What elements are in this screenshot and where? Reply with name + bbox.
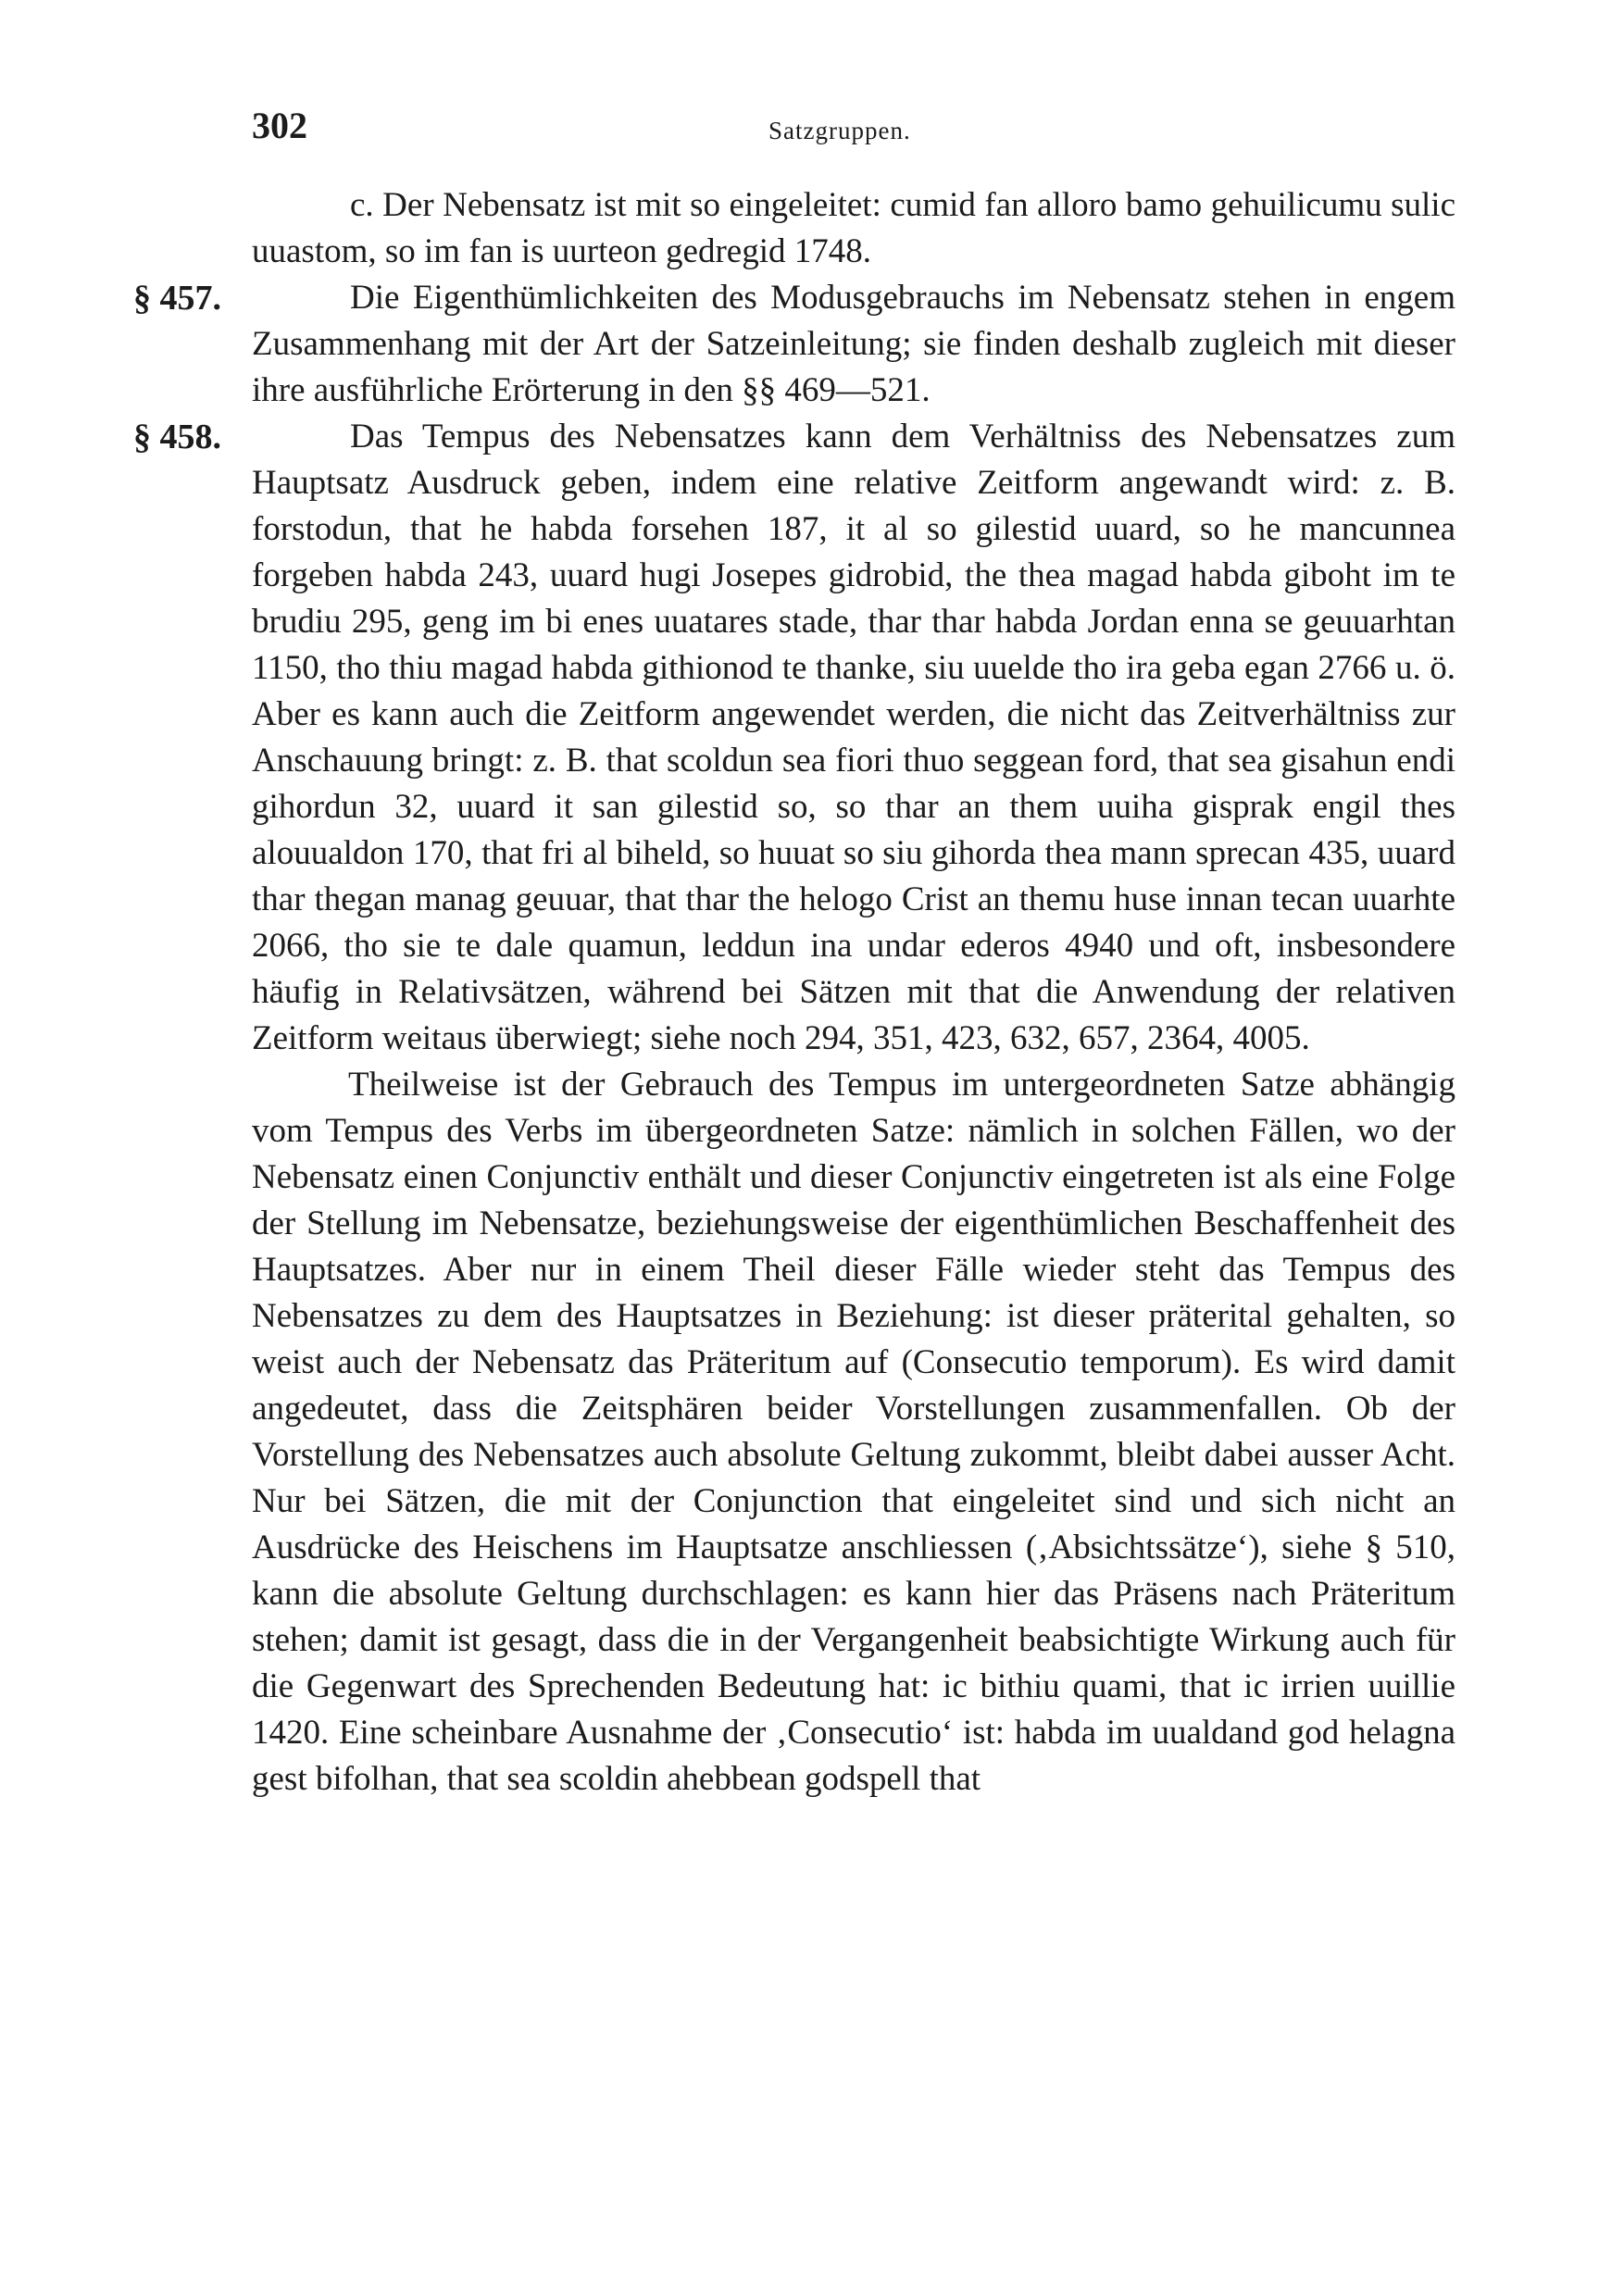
- paragraph-text: c. Der Nebensatz ist mit so eingeleitet: cumid fan alloro bamo gehuilicumu sulic uuastom, so im fan is uurteon gedregid 1748.: [252, 186, 1455, 270]
- page-number: 302: [252, 105, 307, 146]
- paragraph-text: Das Tempus des Nebensatzes kann dem Verhältniss des Nebensatzes zum Hauptsatz Ausdruck geben, indem eine relative Zeitform angewandt wird: z. B. forstodun, that he habda forsehen 187, it al so gilestid uuard, so he mancunnea forgeben habda 243, uuard hugi Josepes gidrobid, the thea magad habda giboht im te brudiu 295, geng im bi enes uuatares stade, thar thar habda Jordan enna se geuuarhtan 1150, tho thiu magad habda githionod te thanke, siu uuelde tho ira geba egan 2766 u. ö. Aber es kann auch die Zeitform angewendet werden, die nicht das Zeitverhältniss zur Anschauung bringt: z. B. that scoldun sea fiori thuo seggean ford, that sea gisahun endi gihordun 32, uuard it san gilestid so, so thar an them uuiha gisprak engil thes alouualdon 170, that fri al biheld, so huuat so siu gihorda thea mann sprecan 435, uuard thar thegan manag geuuar, that thar the helogo Crist an themu huse innan tecan uuarhte 2066, tho sie te dale quamun, leddun ina undar ederos 4940 und oft, insbesondere häufig in Relativsätzen, während bei Sätzen mit that die Anwendung der relativen Zeitform weitaus überwiegt; siehe noch 294, 351, 423, 632, 657, 2364, 4005.: [252, 418, 1455, 1057]
- paragraph-c: [252, 182, 1455, 275]
- section-number: § 458.: [133, 418, 221, 456]
- paragraph-text: Theilweise ist der Gebrauch des Tempus im untergeordneten Satze abhängig vom Tempus des Verbs im übergeordneten Satze: nämlich in solchen Fällen, wo der Nebensatz einen Conjunctiv enthält und dieser Conjunctiv eingetreten ist als eine Folge der Stellung im Nebensatze, beziehungsweise der eigenthümlichen Beschaffenheit des Hauptsatzes. Aber nur in einem Theil dieser Fälle wieder steht das Tempus des Nebensatzes zu dem des Hauptsatzes in Beziehung: ist dieser präterital gehalten, so weist auch der Nebensatz das Präteritum auf (Consecutio temporum). Es wird damit angedeutet, dass die Zeitsphären beider Vorstellungen zusammenfallen. Ob der Vorstellung des Nebensatzes auch absolute Geltung zukommt, bleibt dabei ausser Acht. Nur bei Sätzen, die mit der Conjunction that eingeleitet sind und sich nicht an Ausdrücke des Heischens im Hauptsatze anschliessen (‚Absichtssätze‘), siehe § 510, kann die absolute Geltung durchschlagen: es kann hier das Präsens nach Präteritum stehen; damit ist gesagt, dass die in der Vergangenheit beabsichtigte Wirkung auch für die Gegenwart des Sprechenden Bedeutung hat: ic bithiu quami, that ic irrien uuillie 1420. Eine scheinbare Ausnahme der ‚Consecutio‘ ist: habda im uualdand god helagna gest bifolhan, that sea scoldin ahebbean godspell that: [252, 1066, 1455, 1798]
- page-header: [252, 104, 1455, 159]
- body-text: [133, 182, 1455, 1803]
- paragraph-tempus: [252, 1062, 1455, 1803]
- section-457: [133, 275, 1455, 414]
- section-458: [133, 414, 1455, 1062]
- running-head: Satzgruppen.: [768, 117, 911, 144]
- section-number: § 457.: [133, 279, 221, 318]
- paragraph-text: Die Eigenthümlichkeiten des Modusgebrauchs im Nebensatz stehen in engem Zusammenhang mit der Art der Satzeinleitung; sie finden deshalb zugleich mit dieser ihre ausführliche Erörterung in den §§ 469—521.: [252, 279, 1455, 409]
